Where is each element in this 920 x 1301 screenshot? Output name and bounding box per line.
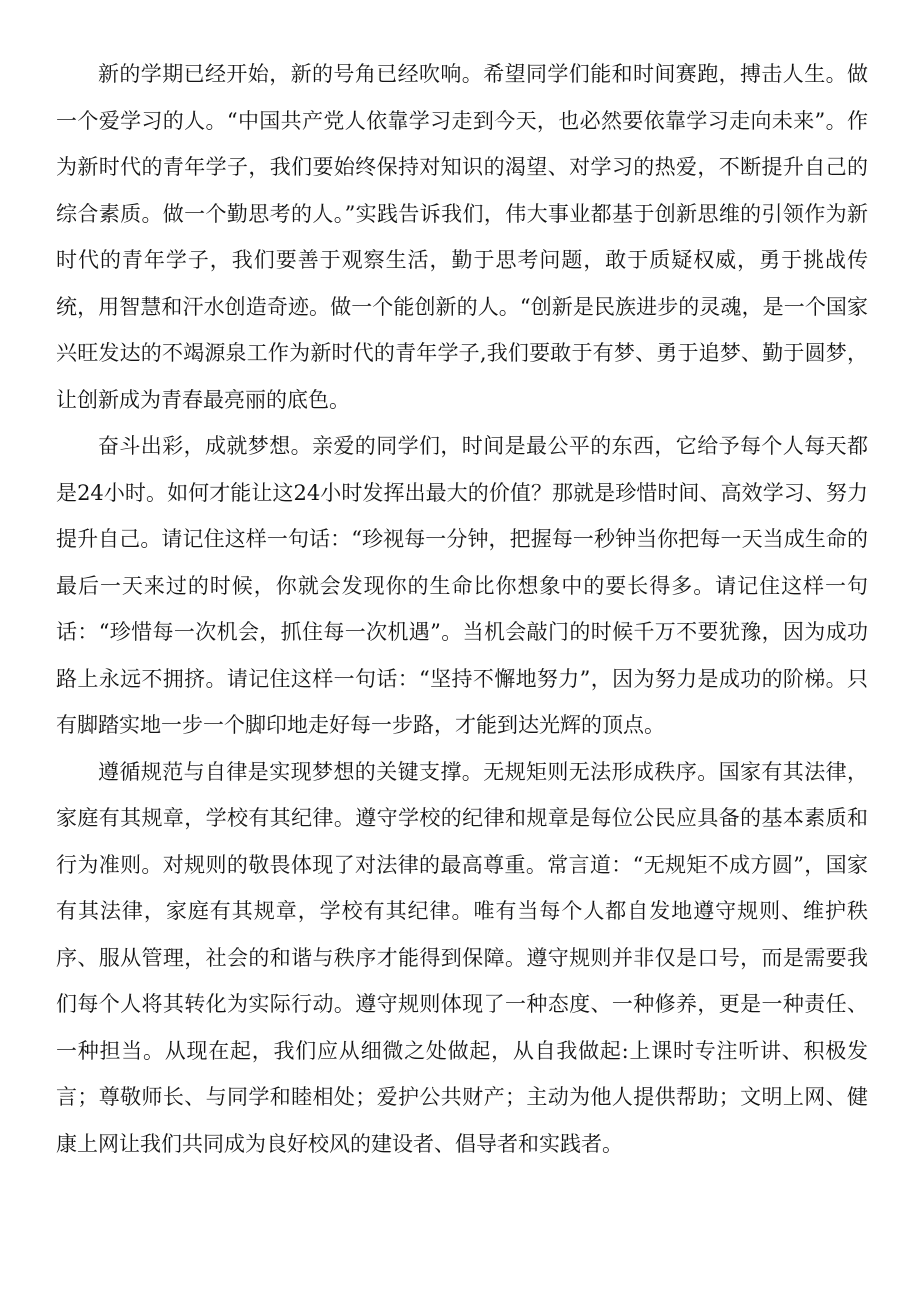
paragraph-2: 奋斗出彩，成就梦想。亲爱的同学们，时间是最公平的东西，它给予每个人每天都是24小时。如何才能让这24小时发挥出最大的价值？那就是珍惜时间、高效学习、努力提升自己。请记住这样一句话：“珍视每一分钟，把握每一秒钟当你把每一天当成生命的最后一天来过的时候，你就会发现你的生命比你想象中的要长得多。请记住这样一句话：“珍惜每一次机会，抓住每一次机遇”。当机会敲门的时候千万不要犹豫，因为成功路上永远不拥挤。请记住这样一句话：“坚持不懈地努力”，因为努力是成功的阶梯。只有脚踏实地一步一个脚印地走好每一步路，才能到达光辉的顶点。: [56, 434, 868, 737]
paragraph-3: 遵循规范与自律是实现梦想的关键支撑。无规矩则无法形成秩序。国家有其法律，家庭有其规章，学校有其纪律。遵守学校的纪律和规章是每位公民应具备的基本素质和行为准则。对规则的敬畏体现了对法律的最高尊重。常言道：“无规矩不成方圆”，国家有其法律，家庭有其规章，学校有其纪律。唯有当每个人都自发地遵守规则、维护秩序、服从管理，社会的和谐与秩序才能得到保障。遵守规则并非仅是口号，而是需要我们每个人将其转化为实际行动。遵守规则体现了一种态度、一种修养，更是一种责任、一种担当。从现在起，我们应从细微之处做起，从自我做起:上课时专注听讲、积极发言；尊敬师长、与同学和睦相处；爱护公共财产；主动为他人提供帮助；文明上网、健康上网让我们共同成为良好校风的建设者、倡导者和实践者。: [56, 759, 868, 1156]
document-body: [56, 51, 868, 1167]
paragraph-1: 新的学期已经开始，新的号角已经吹响。希望同学们能和时间赛跑，搏击人生。做一个爱学习的人。“中国共产党人依靠学习走到今天，也必然要依靠学习走向未来”。作为新时代的青年学子，我们要始终保持对知识的渴望、对学习的热爱，不断提升自己的综合素质。做一个勤思考的人。”实践告诉我们，伟大事业都基于创新思维的引领作为新时代的青年学子，我们要善于观察生活，勤于思考问题，敢于质疑权威，勇于挑战传统，用智慧和汗水创造奇迹。做一个能创新的人。“创新是民族进步的灵魂，是一个国家兴旺发达的不竭源泉工作为新时代的青年学子,我们要敢于有梦、勇于追梦、勤于圆梦，让创新成为青春最亮丽的底色。: [56, 62, 868, 412]
